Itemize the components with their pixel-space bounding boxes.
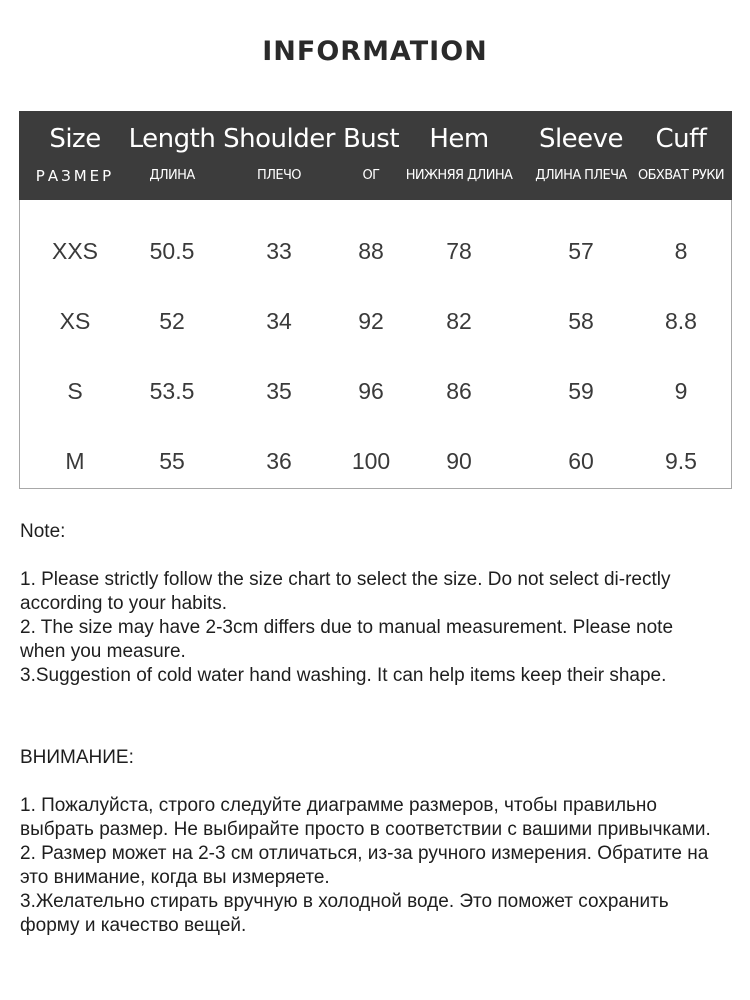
cell-size: M xyxy=(65,448,85,474)
column-header-name: Hem xyxy=(429,124,489,154)
cell-size: S xyxy=(67,378,83,404)
cell-size: XS xyxy=(59,308,91,334)
notes-russian xyxy=(20,746,720,938)
cell-shoulder: 33 xyxy=(266,238,292,264)
cell-hem: 82 xyxy=(446,308,472,334)
cell-cuff: 9.5 xyxy=(665,448,697,474)
cell-sleeve: 59 xyxy=(568,378,594,404)
column-header-name: Cuff xyxy=(655,124,707,154)
table-row xyxy=(19,356,732,426)
column-header-sub: РАЗМЕР xyxy=(35,167,115,185)
cell-length: 53.5 xyxy=(149,378,195,404)
cell-bust: 100 xyxy=(351,448,391,474)
cell-hem: 86 xyxy=(446,378,472,404)
note-item: 3.Желательно стирать вручную в холодной воде. Это поможет сохранить форму и качество вещей. xyxy=(20,891,669,936)
column-header-name: Size xyxy=(49,124,101,154)
cell-hem: 90 xyxy=(446,448,472,474)
cell-length: 50.5 xyxy=(149,238,195,264)
notes-heading: Note: xyxy=(20,521,66,542)
cell-bust: 96 xyxy=(358,378,384,404)
cell-shoulder: 36 xyxy=(266,448,292,474)
note-item: 1. Please strictly follow the size chart to select the size. Do not select di-rectly according to your habits. xyxy=(20,569,671,614)
note-item: 3.Suggestion of cold water hand washing. It can help items keep their shape. xyxy=(20,665,667,686)
note-item: 2. The size may have 2-3cm differs due to manual measurement. Please note when you measure. xyxy=(20,617,674,662)
table-row xyxy=(19,426,732,496)
cell-shoulder: 34 xyxy=(266,308,292,334)
cell-cuff: 8.8 xyxy=(665,308,697,334)
column-header-length xyxy=(127,111,217,200)
column-header-sub: ПЛЕЧО xyxy=(257,168,301,183)
cell-sleeve: 60 xyxy=(568,448,594,474)
table-header xyxy=(19,111,732,200)
column-header-name: Shoulder xyxy=(223,124,335,154)
cell-sleeve: 57 xyxy=(568,238,594,264)
column-header-sub: ДЛИНА ПЛЕЧА xyxy=(535,168,627,183)
cell-bust: 88 xyxy=(358,238,384,264)
column-header-cuff xyxy=(633,111,729,200)
column-header-sub: ДЛИНА xyxy=(149,168,195,183)
column-header-shoulder xyxy=(221,111,337,200)
column-header-hem xyxy=(405,111,513,200)
cell-shoulder: 35 xyxy=(266,378,292,404)
cell-size: XXS xyxy=(51,238,99,264)
size-chart-table xyxy=(19,111,732,489)
column-header-sub: НИЖНЯЯ ДЛИНА xyxy=(405,168,513,183)
cell-cuff: 9 xyxy=(674,378,688,404)
column-header-sub: ОГ xyxy=(362,168,380,183)
note-item: 2. Размер может на 2-3 см отличаться, из-за ручного измерения. Обратите на это внимание, когда вы измеряете. xyxy=(20,843,709,888)
cell-length: 52 xyxy=(159,308,185,334)
column-header-name: Length xyxy=(128,124,216,154)
column-header-size xyxy=(29,111,121,200)
column-header-bust xyxy=(337,111,405,200)
notes-english xyxy=(20,520,720,688)
note-item: 1. Пожалуйста, строго следуйте диаграмме размеров, чтобы правильно выбрать размер. Не выбирайте просто в соответствии с вашими привычками. xyxy=(20,795,711,840)
page-title: INFORMATION xyxy=(262,36,488,67)
column-header-name: Bust xyxy=(342,124,400,154)
column-header-sub: ОБХВАТ РУКИ xyxy=(637,168,725,183)
column-header-name: Sleeve xyxy=(538,124,624,154)
cell-bust: 92 xyxy=(358,308,384,334)
cell-sleeve: 58 xyxy=(568,308,594,334)
table-row xyxy=(19,286,732,356)
table-row xyxy=(19,216,732,286)
cell-hem: 78 xyxy=(446,238,472,264)
column-header-sleeve xyxy=(529,111,633,200)
cell-cuff: 8 xyxy=(674,238,688,264)
notes-heading: ВНИМАНИЕ: xyxy=(20,747,134,768)
cell-length: 55 xyxy=(159,448,185,474)
